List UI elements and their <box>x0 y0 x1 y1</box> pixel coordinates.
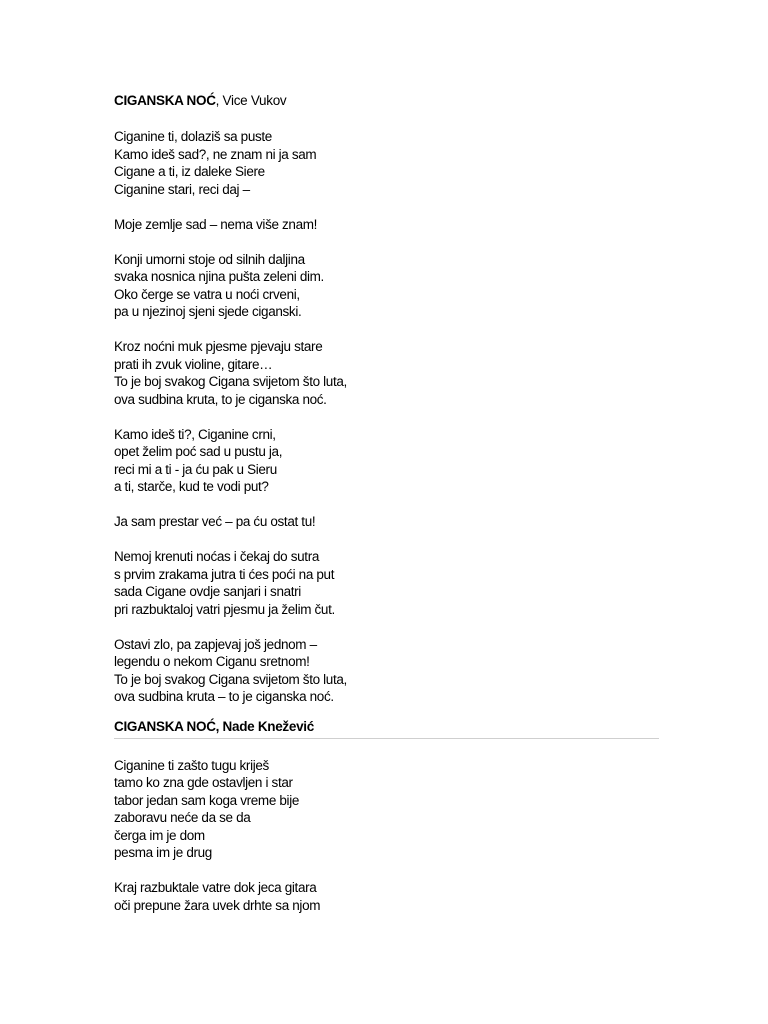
song1-stanza-2 <box>114 216 659 234</box>
verse-line: prati ih zvuk violine, gitare… <box>114 356 273 372</box>
verse-line: Ciganine ti zašto tugu kriješ <box>114 757 269 773</box>
verse-line: oči prepune žara uvek drhte sa njom <box>114 897 321 913</box>
verse-line: Kamo ideš sad?, ne znam ni ja sam <box>114 146 317 162</box>
song2-stanza-1 <box>114 757 659 862</box>
verse-line: Moje zemlje sad – nema više znam! <box>114 216 318 232</box>
verse-line: opet želim poć sad u pustu ja, <box>114 444 283 459</box>
verse-line: Kraj razbuktale vatre dok jeca gitara <box>114 880 317 895</box>
document-page <box>114 92 659 914</box>
song1-author: , Vice Vukov <box>215 93 287 108</box>
verse-line: pa u njezinoj sjeni sjede ciganski. <box>114 304 302 319</box>
verse-line: tabor jedan sam koga vreme bije <box>114 792 300 808</box>
verse-line: Ciganine stari, reci daj – <box>114 181 250 197</box>
song1-stanza-7 <box>114 548 659 618</box>
song1-heading <box>114 92 659 110</box>
song1-stanza-6 <box>114 513 659 531</box>
verse-line: tamo ko zna gde ostavljen i star <box>114 775 293 790</box>
verse-line: Ostavi zlo, pa zapjevaj još jednom – <box>114 636 317 652</box>
verse-line: Nemoj krenuti noćas i čekaj do sutra <box>114 549 320 564</box>
song1-stanza-8 <box>114 636 659 706</box>
verse-line: legendu o nekom Ciganu sretnom! <box>114 654 310 669</box>
song2-stanza-2 <box>114 879 659 914</box>
verse-line: Kamo ideš ti?, Ciganine crni, <box>114 426 276 442</box>
verse-line: svaka nosnica njina pušta zeleni dim. <box>114 269 324 284</box>
song2-title: CIGANSKA NOĆ, Nade Knežević <box>114 718 659 739</box>
verse-line: Cigane a ti, iz daleke Siere <box>114 164 265 179</box>
verse-line: Oko čerge se vatra u noći crveni, <box>114 286 300 302</box>
verse-line: Ja sam prestar već – pa ću ostat tu! <box>114 514 316 529</box>
song1-stanza-4 <box>114 338 659 408</box>
song1-stanza-3 <box>114 251 659 321</box>
verse-line: reci mi a ti - ja ću pak u Sieru <box>114 461 277 477</box>
song1-stanza-1 <box>114 128 659 198</box>
verse-line: Konji umorni stoje od silnih daljina <box>114 251 305 267</box>
song1-stanza-5 <box>114 426 659 496</box>
verse-line: pesma im je drug <box>114 845 212 860</box>
verse-line: sada Cigane ovdje sanjari i snatri <box>114 584 301 599</box>
verse-line: Kroz noćni muk pjesme pjevaju stare <box>114 339 323 354</box>
verse-line: ova sudbina kruta, to je ciganska noć. <box>114 391 327 407</box>
verse-line: zaboravu neće da se da <box>114 810 251 825</box>
verse-line: Ciganine ti, dolaziš sa puste <box>114 129 272 144</box>
verse-line: čerga im je dom <box>114 827 205 843</box>
song1-title: CIGANSKA NOĆ <box>114 93 216 108</box>
verse-line: pri razbuktaloj vatri pjesmu ja želim čut. <box>114 601 335 617</box>
verse-line: ova sudbina kruta – to je ciganska noć. <box>114 689 334 704</box>
verse-line: a ti, starče, kud te vodi put? <box>114 479 269 494</box>
verse-line: s prvim zrakama jutra ti ćes poći na put <box>114 566 335 582</box>
verse-line: To je boj svakog Cigana svijetom što luta, <box>114 374 347 389</box>
verse-line: To je boj svakog Cigana svijetom što luta, <box>114 671 347 687</box>
